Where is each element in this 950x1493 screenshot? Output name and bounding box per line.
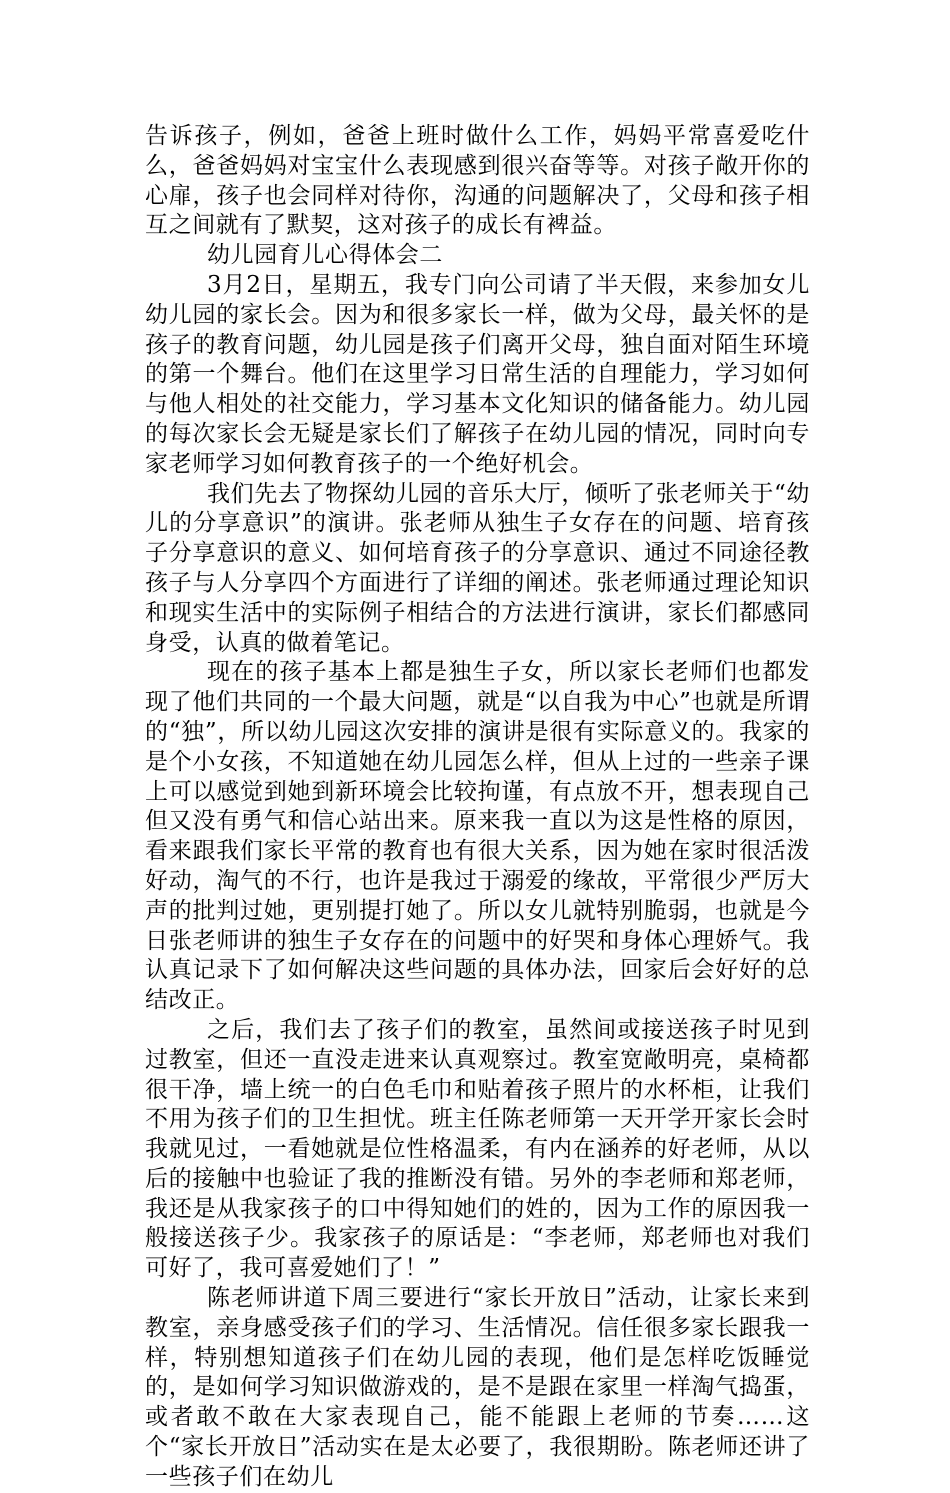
paragraph-intro-continuation: 告诉孩子，例如，爸爸上班时做什么工作，妈妈平常喜爱吃什么，爸爸妈妈对宝宝什么表现感到很兴奋等等。对孩子敞开你的心扉，孩子也会同样对待你，沟通的问题解决了，父母和孩子相互之间就有了默契，这对孩子的成长有裨益。	[145, 123, 810, 239]
document-page	[145, 122, 810, 1493]
paragraph-only-child: 现在的孩子基本上都是独生子女，所以家长老师们也都发现了他们共同的一个最大问题，就是“以自我为中心”也就是所谓的“独”，所以幼儿园这次安排的演讲是很有实际意义的。我家的是个小女孩，不知道她在幼儿园怎么样，但从上过的一些亲子课上可以感觉到她到新环境会比较拘谨，有点放不开，想表现自己但又没有勇气和信心站出来。原来我一直以为这是性格的原因，看来跟我们家长平常的教育也有很大关系，因为她在家时很活泼好动，淘气的不行，也许是我过于溺爱的缘故，平常很少严厉大声的批判过她，更别提打她了。所以女儿就特别脆弱，也就是今日张老师讲的独生子女存在的问题中的好哭和身体心理娇气。我认真记录下了如何解决这些问题的具体办法，回家后会好好的总结改正。	[145, 659, 810, 1014]
paragraph-parent-meeting: 3月2日，星期五，我专门向公司请了半天假，来参加女儿幼儿园的家长会。因为和很多家长一样，做为父母，最关怀的是孩子的教育问题，幼儿园是孩子们离开父母，独自面对陌生环境的第一个舞台。他们在这里学习日常生活的自理能力，学习如何与他人相处的社交能力，学习基本文化知识的储备能力。幼儿园的每次家长会无疑是家长们了解孩子在幼儿园的情况，同时向专家老师学习如何教育孩子的一个绝好机会。	[145, 271, 810, 477]
paragraph-sharing-lecture: 我们先去了物探幼儿园的音乐大厅，倾听了张老师关于“幼儿的分享意识”的演讲。张老师从独生子女存在的问题、培育孩子分享意识的意义、如何培育孩子的分享意识、通过不同途径教孩子与人分享四个方面进行了详细的阐述。张老师通过理论知识和现实生活中的实际例子相结合的方法进行演讲，家长们都感同身受，认真的做着笔记。	[145, 480, 810, 656]
paragraph-open-day: 陈老师讲道下周三要进行“家长开放日”活动，让家长来到教室，亲身感受孩子们的学习、生活情况。信任很多家长跟我一样，特别想知道孩子们在幼儿园的表现，他们是怎样吃饭睡觉的，是如何学习知识做游戏的，是不是跟在家里一样淘气捣蛋，或者敢不敢在大家表现自己，能不能跟上老师的节奏……这个“家长开放日”活动实在是太必要了，我很期盼。陈老师还讲了一些孩子们在幼儿	[145, 1285, 810, 1490]
section-heading: 幼儿园育儿心得体会二	[207, 242, 443, 269]
paragraph-classroom: 之后，我们去了孩子们的教室，虽然间或接送孩子时见到过教室，但还一直没走进来认真观察过。教室宽敞明亮，桌椅都很干净，墙上统一的白色毛巾和贴着孩子照片的水杯柜，让我们不用为孩子们的卫生担忧。班主任陈老师第一天开学开家长会时我就见过，一看她就是位性格温柔，有内在涵养的好老师，从以后的接触中也验证了我的推断没有错。另外的李老师和郑老师，我还是从我家孩子的口中得知她们的姓的，因为工作的原因我一般接送孩子少。我家孩子的原话是：“李老师，郑老师也对我们可好了，我可喜爱她们了！”	[145, 1016, 810, 1282]
